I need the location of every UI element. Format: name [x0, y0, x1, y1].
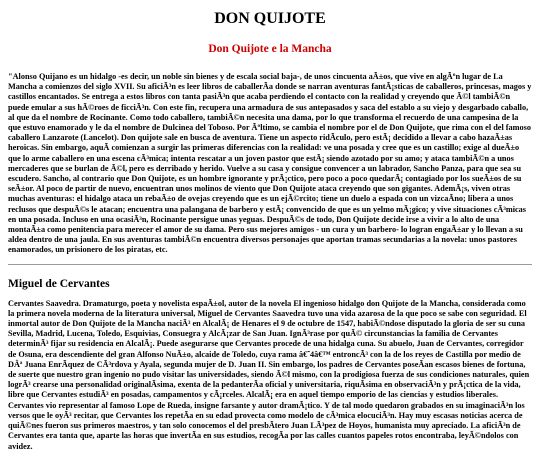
page-title: DON QUIJOTE [214, 10, 326, 27]
section-title: Miguel de Cervantes [8, 277, 110, 290]
section-divider [8, 264, 532, 265]
document-page [0, 10, 540, 451]
summary-paragraph: "Alonso Quijano es un hidalgo -es decir, un noble sin bienes y de escala social baja-, de unos cincuenta aÃ±os, que vive en algÃºn lugar de La Mancha a comienzos del siglo XVII. Su aficiÃ³n es leer libros de caballerÃa donde se narran aventuras fantÃ¡sticas de caballeros, princesas, magos y castillos encantados. Se entrega a estos libros con tanta pasiÃ³n que acaba perdiendo el contacto con la realidad y creyendo que Ã©l tambiÃ©n puede emular a sus hÃ©roes de ficciÃ³n. Con este fin, recupera una armadura de sus antepasados y saca del establo a su viejo y desgarbado caballo, al que da el nombre de Rocinante. Como todo caballero, tambiÃ©n necesita una dama, por lo que transforma el recuerdo de una campesina de la que estuvo enamorado y le da el nombre de Dulcinea del Toboso. Por Ãºltimo, se cambia el nombre por el de Don Quijote, que rima con el del famoso caballero Lanzarote (Lancelot). Don quijote sale en busca de aventura. Tiene un aspecto ridÃculo, pero estÃ¡ decidido a llevar a cabo hazaÃ±as heroicas. Sin embargo, aquÃ comienzan a surgir las primeras diferencias con la realidad: ve una posada y cree que es un castillo; exige al dueÃ±o que lo arme caballero en una escena cÃ³mica; intenta rescatar a un joven pastor que estÃ¡ siendo azotado por su amo; y ataca tambiÃ©n a unos mercaderes que se burlan de Ã©l, pero es derribado y herido. Vuelve a su casa y consigue convencer a un labrador, Sancho Panza, para que sea su escudero. Sancho, al contrario que Don Quijote, es un hombre ignorante y prÃ¡ctico, pero poco a poco quedarÃ¡ contagiado por los sueÃ±os de su seÃ±or. Al poco de partir de nuevo, encuentran unos molinos de viento que Don Quijote ataca creyendo que son gigantes. AdemÃ¡s, viven otras muchas aventuras: el hidalgo ataca un rebaÃ±o de ovejas creyendo que es un ejÃ©rcito; tiene un duelo a espada con un vizcaÃno; libera a unos reclusos que despuÃ©s le atacan; encuentra una palangana de barbero y estÃ¡ convencido de que es un yelmo mÃ¡gico; y vive situaciones cÃ³micas en una posada. Incluso en una ocasiÃ³n, Rocinante persigue unas yeguas. DespuÃ©s de todo, Don Quijote decide irse a vivir a lo alto de una montaÃ±a como penitencia para merecer el amor de su dama. Pero sus mejores amigos - un cura y un barbero- lo logran engaÃ±ar y lo llevan a su aldea dentro de una jaula. En sus aventuras tambiÃ©n encuentra diversos personajes que aportan tramas secundarias a la novela: unos pastores enamorados, un prisionero de los piratas, etc. [8, 72, 532, 255]
biography-paragraph: Cervantes Saavedra. Dramaturgo, poeta y novelista espaÃ±ol, autor de la novela El ingenioso hidalgo don Quijote de la Mancha, considerada como la primera novela moderna de la literatura universal, Miguel de Cervantes Saavedra tuvo una vida azarosa de la que poco se sabe con seguridad. El inmortal autor de Don Quijote de la Mancha naciÃ³ en AlcalÃ¡ de Henares el 9 de octubre de 1547, habiÃ©ndose disputado la gloria de ser su cuna Sevilla, Madrid, Lucena, Toledo, Esquivias, Consuegra y AlcÃ¡zar de San Juan. IgnÃ³rase por quÃ© circunstancias la familia de Cervantes determinÃ³ fijar su residencia en AlcalÃ¡. Puede asegurarse que Cervantes procede de una hidalga cuna. Su abuelo, Juan de Cervantes, corregidor de Osuna, era descendiente del gran Alfonso NuÃ±o, alcaide de Toledo, cuya rama â€˜4â€™ entroncÃ³ con la de los reyes de Castilla por medio de DÂª Juana EnrÃquez de CÃ³rdova y Ayala, segunda mujer de D. Juan II. Sin embargo, los padres de Cervantes poseÃan escasos bienes de fortuna, de suerte que nuestro gran ingenio no pudo visitar las universidades, siendo Ã©l mismo, con la prodigiosa fuerza de sus condiciones naturales, quien logrÃ³ crearse una personalidad originalÃsima, exenta de la pedanterÃa oficial y universitaria, riquÃsima en observaciÃ³n y prÃ¡ctica de la vida, libre que Cervantes estudiÃ³ en posadas, campamentos y cÃ¡rceles. AlcalÃ¡ era en aquel tiempo emporio de las ciencias y estudios liberales. Cervantes vio representar al famoso Lope de Rueda, insigne farsante y autor dramÃ¡tico. Y de tal modo quedaron grabados en su imaginaciÃ³n los versos que le oyÃ³ recitar, que Cervantes los repetÃa en su edad provecta como modelo de cÃ³mica elocuciÃ³n. Hay muy escasas noticias acerca de quiÃ©nes fueron sus primeros maestros, y tan solo conocemos el del presbÃtero Juan LÃ³pez de Hoyos, humanista muy apreciado. La aficiÃ³n de Cervantes era tanta que, aparte las horas que invertÃa en sus estudios, recogÃa por las calles cuantos papeles rotos encontraba, leyÃ©ndolos con avidez. [8, 298, 530, 451]
page-subtitle: Don Quijote e la Mancha [208, 43, 332, 55]
